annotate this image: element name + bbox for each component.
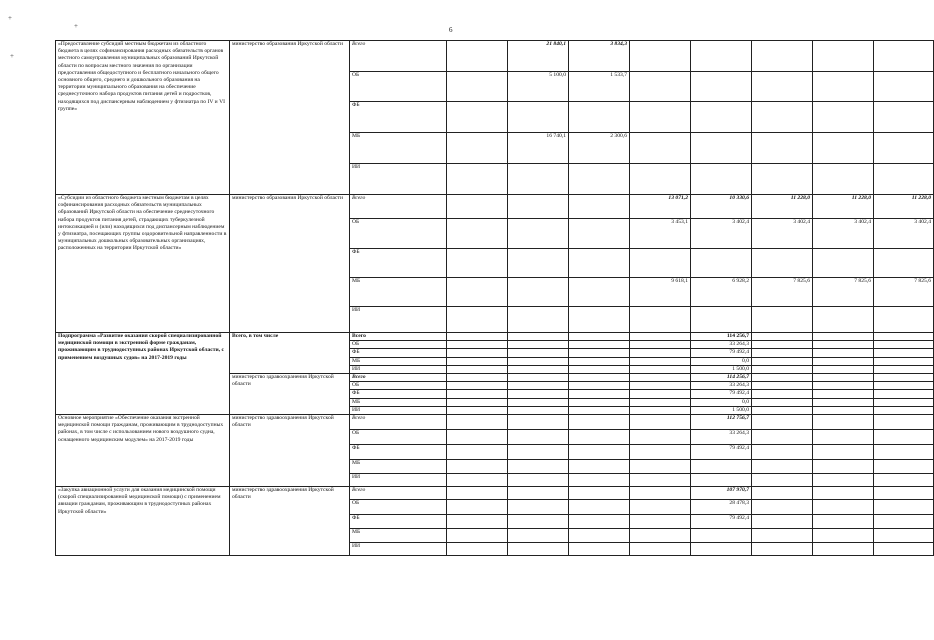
- value-cell: [874, 307, 934, 333]
- value-cell: 28 478,3: [691, 500, 752, 515]
- value-cell: [569, 349, 630, 357]
- value-cell: [874, 382, 934, 390]
- value-cell: [447, 390, 508, 398]
- value-cell: [508, 219, 569, 249]
- value-cell: [813, 357, 874, 365]
- value-cell: [447, 357, 508, 365]
- value-cell: [569, 415, 630, 430]
- executor-cell: министерство образования Иркутской области: [230, 195, 350, 333]
- value-cell: [508, 445, 569, 460]
- value-cell: [630, 164, 691, 195]
- value-cell: 9 618,1: [630, 278, 691, 307]
- value-cell: 10 330,6: [691, 195, 752, 219]
- executor-cell: министерство здравоохранения Иркутской области: [230, 374, 350, 415]
- value-cell: [630, 349, 691, 357]
- value-cell: 11 228,0: [813, 195, 874, 219]
- value-cell: [630, 357, 691, 365]
- value-cell: [874, 133, 934, 164]
- value-cell: [752, 390, 813, 398]
- value-cell: [752, 307, 813, 333]
- value-cell: 33 264,3: [691, 382, 752, 390]
- value-cell: [691, 72, 752, 102]
- value-cell: [874, 390, 934, 398]
- funding-type: МБ: [350, 398, 447, 406]
- value-cell: 114 256,7: [691, 333, 752, 341]
- funding-type: Всего: [350, 415, 447, 430]
- value-cell: 79 492,4: [691, 390, 752, 398]
- value-cell: [813, 365, 874, 373]
- value-cell: [447, 382, 508, 390]
- funding-type: ФБ: [350, 445, 447, 460]
- value-cell: 13 071,2: [630, 195, 691, 219]
- table-row: [56, 415, 934, 430]
- value-cell: [691, 102, 752, 133]
- table-row: [56, 41, 934, 72]
- value-cell: [630, 543, 691, 556]
- value-cell: [813, 406, 874, 414]
- funding-type: ОБ: [350, 72, 447, 102]
- funding-type: ИИ: [350, 474, 447, 487]
- value-cell: 7 825,6: [752, 278, 813, 307]
- value-cell: [630, 72, 691, 102]
- value-cell: [874, 515, 934, 529]
- activity-name: «Субсидии из областного бюджета местным бюджетам в целях софинансирования расходных обязательств муниципальных образований Иркутской области на обеспечение среднесуточного набора продуктов питания детей, страдающих туберкулезной интоксикацией и (или) находящихся под диспансерным наблюдением у фтизиатра, посещающих группы оздоровительной направленности в муниципальных дошкольных образовательных организациях, расположенных на территории Иркутской области»: [56, 195, 230, 333]
- value-cell: [874, 445, 934, 460]
- value-cell: [813, 529, 874, 543]
- value-cell: [874, 500, 934, 515]
- value-cell: [630, 406, 691, 414]
- value-cell: [813, 460, 874, 474]
- value-cell: [508, 515, 569, 529]
- value-cell: [508, 430, 569, 445]
- value-cell: [691, 474, 752, 487]
- value-cell: [569, 474, 630, 487]
- value-cell: [447, 278, 508, 307]
- value-cell: [874, 430, 934, 445]
- value-cell: [508, 500, 569, 515]
- value-cell: [630, 529, 691, 543]
- value-cell: 16 740,1: [508, 133, 569, 164]
- value-cell: [508, 102, 569, 133]
- value-cell: [630, 102, 691, 133]
- value-cell: [752, 133, 813, 164]
- value-cell: [752, 41, 813, 72]
- value-cell: [508, 398, 569, 406]
- margin-mark: +: [8, 14, 12, 22]
- value-cell: [630, 398, 691, 406]
- value-cell: [508, 374, 569, 382]
- value-cell: [874, 415, 934, 430]
- value-cell: [569, 430, 630, 445]
- value-cell: [874, 341, 934, 349]
- value-cell: [813, 500, 874, 515]
- value-cell: [569, 382, 630, 390]
- value-cell: [874, 529, 934, 543]
- value-cell: [752, 445, 813, 460]
- value-cell: [752, 102, 813, 133]
- value-cell: [630, 341, 691, 349]
- value-cell: 1 533,7: [569, 72, 630, 102]
- value-cell: [874, 164, 934, 195]
- value-cell: [569, 515, 630, 529]
- value-cell: [508, 307, 569, 333]
- value-cell: [752, 529, 813, 543]
- funding-type: ОБ: [350, 430, 447, 445]
- executor-cell: министерство здравоохранения Иркутской области: [230, 487, 350, 556]
- value-cell: [508, 195, 569, 219]
- value-cell: [813, 398, 874, 406]
- value-cell: [508, 365, 569, 373]
- value-cell: 11 228,0: [874, 195, 934, 219]
- funding-type: ИИ: [350, 164, 447, 195]
- value-cell: [447, 219, 508, 249]
- value-cell: [752, 406, 813, 414]
- funding-type: ИИ: [350, 406, 447, 414]
- value-cell: [569, 307, 630, 333]
- value-cell: [447, 543, 508, 556]
- value-cell: [813, 41, 874, 72]
- value-cell: [569, 365, 630, 373]
- value-cell: [508, 249, 569, 278]
- value-cell: [447, 445, 508, 460]
- value-cell: [447, 460, 508, 474]
- value-cell: [508, 333, 569, 341]
- value-cell: 2 300,6: [569, 133, 630, 164]
- value-cell: 33 264,3: [691, 341, 752, 349]
- subprogram-name: Подпрограмма «Развитие оказания скорой специализированной медицинской помощи в экстренной форме гражданам, проживающим в труднодоступных районах Иркутской области, с применением воздушных судов» на 2017-2019 годы: [56, 333, 230, 415]
- value-cell: [630, 487, 691, 500]
- value-cell: [447, 500, 508, 515]
- value-cell: 3 402,4: [813, 219, 874, 249]
- value-cell: [569, 487, 630, 500]
- value-cell: [691, 249, 752, 278]
- value-cell: [813, 474, 874, 487]
- value-cell: [569, 341, 630, 349]
- value-cell: [447, 333, 508, 341]
- value-cell: [508, 357, 569, 365]
- funding-type: МБ: [350, 133, 447, 164]
- value-cell: 79 492,4: [691, 349, 752, 357]
- value-cell: [447, 133, 508, 164]
- value-cell: 79 492,4: [691, 445, 752, 460]
- value-cell: [447, 406, 508, 414]
- page-number: 6: [449, 26, 453, 34]
- value-cell: [752, 374, 813, 382]
- value-cell: [691, 41, 752, 72]
- value-cell: 3 834,3: [569, 41, 630, 72]
- funding-type: ФБ: [350, 102, 447, 133]
- value-cell: [447, 41, 508, 72]
- value-cell: 114 256,7: [691, 374, 752, 382]
- value-cell: [569, 357, 630, 365]
- value-cell: [447, 341, 508, 349]
- value-cell: [752, 72, 813, 102]
- value-cell: [752, 249, 813, 278]
- value-cell: [630, 445, 691, 460]
- value-cell: [508, 415, 569, 430]
- value-cell: [874, 41, 934, 72]
- value-cell: [874, 349, 934, 357]
- value-cell: [508, 543, 569, 556]
- value-cell: [447, 72, 508, 102]
- value-cell: [447, 195, 508, 219]
- value-cell: [569, 543, 630, 556]
- activity-name: Основное мероприятие «Обеспечение оказания экстренной медицинской помощи гражданам, проживающим в труднодоступных районах, в том числе с использованием нового воздушного судна, оснащенного медицинским модулем» на 2017-2019 годы: [56, 415, 230, 487]
- funding-type: МБ: [350, 460, 447, 474]
- value-cell: [447, 307, 508, 333]
- value-cell: [752, 365, 813, 373]
- value-cell: [447, 529, 508, 543]
- value-cell: [630, 249, 691, 278]
- value-cell: 5 100,0: [508, 72, 569, 102]
- value-cell: [752, 415, 813, 430]
- executor-cell: министерство здравоохранения Иркутской области: [230, 415, 350, 487]
- value-cell: [752, 341, 813, 349]
- value-cell: [874, 487, 934, 500]
- funding-type: Всего: [350, 487, 447, 500]
- funding-type: ИИ: [350, 543, 447, 556]
- value-cell: [447, 515, 508, 529]
- value-cell: [569, 164, 630, 195]
- value-cell: [569, 333, 630, 341]
- funding-type: Всего: [350, 374, 447, 382]
- value-cell: [569, 219, 630, 249]
- value-cell: [874, 406, 934, 414]
- value-cell: [447, 487, 508, 500]
- table-row: [56, 487, 934, 500]
- value-cell: [508, 278, 569, 307]
- value-cell: 3 453,1: [630, 219, 691, 249]
- value-cell: [813, 307, 874, 333]
- value-cell: [874, 474, 934, 487]
- value-cell: [447, 398, 508, 406]
- value-cell: [874, 365, 934, 373]
- funding-type: Всего: [350, 195, 447, 219]
- value-cell: 7 825,6: [813, 278, 874, 307]
- funding-type: ОБ: [350, 382, 447, 390]
- funding-type: ОБ: [350, 500, 447, 515]
- value-cell: [447, 474, 508, 487]
- funding-type: МБ: [350, 357, 447, 365]
- value-cell: [447, 374, 508, 382]
- value-cell: 3 402,4: [874, 219, 934, 249]
- value-cell: [752, 460, 813, 474]
- value-cell: [752, 164, 813, 195]
- value-cell: [447, 430, 508, 445]
- value-cell: 79 492,4: [691, 515, 752, 529]
- value-cell: [752, 349, 813, 357]
- funding-type: ФБ: [350, 390, 447, 398]
- value-cell: [569, 249, 630, 278]
- margin-mark: +: [10, 52, 14, 60]
- value-cell: [508, 390, 569, 398]
- activity-name: «Закупка авиационной услуги для оказания медицинской помощи (скорой специализированной медицинской помощи) с применением авиации гражданам, проживающим в труднодоступных районах Иркутской области»: [56, 487, 230, 556]
- value-cell: [447, 102, 508, 133]
- value-cell: [813, 333, 874, 341]
- value-cell: [813, 430, 874, 445]
- value-cell: 11 228,0: [752, 195, 813, 219]
- value-cell: [752, 382, 813, 390]
- value-cell: [752, 333, 813, 341]
- value-cell: [813, 445, 874, 460]
- value-cell: [752, 515, 813, 529]
- value-cell: [752, 398, 813, 406]
- value-cell: [813, 382, 874, 390]
- value-cell: [813, 72, 874, 102]
- value-cell: [874, 249, 934, 278]
- value-cell: [569, 445, 630, 460]
- value-cell: [447, 349, 508, 357]
- value-cell: [813, 415, 874, 430]
- value-cell: [508, 487, 569, 500]
- value-cell: [691, 460, 752, 474]
- funding-type: МБ: [350, 278, 447, 307]
- value-cell: [569, 374, 630, 382]
- value-cell: [874, 398, 934, 406]
- value-cell: [447, 415, 508, 430]
- value-cell: [874, 543, 934, 556]
- value-cell: [874, 374, 934, 382]
- funding-type: ИИ: [350, 365, 447, 373]
- value-cell: [569, 460, 630, 474]
- value-cell: [813, 487, 874, 500]
- value-cell: [508, 341, 569, 349]
- value-cell: [752, 430, 813, 445]
- value-cell: [813, 390, 874, 398]
- value-cell: [691, 164, 752, 195]
- executor-cell: Всего, в том числе: [230, 333, 350, 374]
- value-cell: [630, 333, 691, 341]
- value-cell: [630, 382, 691, 390]
- table-row: [56, 333, 934, 341]
- value-cell: [630, 500, 691, 515]
- budget-table: [55, 40, 934, 556]
- value-cell: 1 500,0: [691, 365, 752, 373]
- value-cell: [630, 41, 691, 72]
- value-cell: [752, 357, 813, 365]
- value-cell: [813, 249, 874, 278]
- funding-type: ОБ: [350, 341, 447, 349]
- value-cell: [569, 398, 630, 406]
- value-cell: 112 756,7: [691, 415, 752, 430]
- value-cell: [752, 500, 813, 515]
- value-cell: [874, 460, 934, 474]
- value-cell: 0,0: [691, 357, 752, 365]
- value-cell: [630, 474, 691, 487]
- value-cell: [752, 543, 813, 556]
- executor-cell: министерство образования Иркутской области: [230, 41, 350, 195]
- value-cell: [630, 365, 691, 373]
- value-cell: [569, 529, 630, 543]
- value-cell: 3 402,4: [691, 219, 752, 249]
- value-cell: [569, 278, 630, 307]
- value-cell: [630, 133, 691, 164]
- value-cell: [874, 102, 934, 133]
- value-cell: [569, 500, 630, 515]
- value-cell: [813, 164, 874, 195]
- value-cell: [447, 164, 508, 195]
- value-cell: 6 928,2: [691, 278, 752, 307]
- value-cell: [752, 474, 813, 487]
- value-cell: [569, 406, 630, 414]
- value-cell: 107 970,7: [691, 487, 752, 500]
- value-cell: 7 825,6: [874, 278, 934, 307]
- value-cell: [813, 102, 874, 133]
- value-cell: [691, 543, 752, 556]
- value-cell: [691, 133, 752, 164]
- value-cell: [630, 374, 691, 382]
- value-cell: [508, 164, 569, 195]
- value-cell: [813, 543, 874, 556]
- value-cell: [630, 430, 691, 445]
- funding-type: ФБ: [350, 249, 447, 278]
- value-cell: [691, 529, 752, 543]
- value-cell: [813, 349, 874, 357]
- value-cell: [630, 515, 691, 529]
- value-cell: 33 264,3: [691, 430, 752, 445]
- value-cell: [813, 341, 874, 349]
- value-cell: [508, 474, 569, 487]
- value-cell: [508, 349, 569, 357]
- value-cell: [813, 515, 874, 529]
- value-cell: 0,0: [691, 398, 752, 406]
- value-cell: [630, 390, 691, 398]
- value-cell: [813, 374, 874, 382]
- funding-type: Всего: [350, 333, 447, 341]
- value-cell: [508, 382, 569, 390]
- value-cell: [569, 195, 630, 219]
- value-cell: [508, 529, 569, 543]
- activity-name: «Предоставление субсидий местным бюджетам из областного бюджета в целях софинансирования расходных обязательств органов местного самоуправления муниципальных образований Иркутской области по вопросам местного значения по организации предоставления общедоступного и бесплатного начального общего основного общего, среднего и дошкольного образования на территории муниципального образования на обеспечение среднесуточного набора продуктов питания детей и подростков, находящихся под диспансерным наблюдением у фтизиатра по IV и VI группе»: [56, 41, 230, 195]
- value-cell: [630, 460, 691, 474]
- value-cell: [569, 390, 630, 398]
- value-cell: [630, 415, 691, 430]
- funding-type: Всего: [350, 41, 447, 72]
- funding-type: МБ: [350, 529, 447, 543]
- value-cell: [874, 72, 934, 102]
- value-cell: 1 500,0: [691, 406, 752, 414]
- funding-type: ИИ: [350, 307, 447, 333]
- margin-mark: +: [74, 22, 78, 30]
- value-cell: 21 840,1: [508, 41, 569, 72]
- value-cell: [874, 357, 934, 365]
- funding-type: ФБ: [350, 515, 447, 529]
- value-cell: [508, 406, 569, 414]
- value-cell: [447, 365, 508, 373]
- value-cell: [691, 307, 752, 333]
- table-row: [56, 195, 934, 219]
- value-cell: [508, 460, 569, 474]
- value-cell: [874, 333, 934, 341]
- funding-type: ФБ: [350, 349, 447, 357]
- value-cell: [447, 249, 508, 278]
- value-cell: 3 402,4: [752, 219, 813, 249]
- funding-type: ОБ: [350, 219, 447, 249]
- value-cell: [569, 102, 630, 133]
- value-cell: [630, 307, 691, 333]
- value-cell: [752, 487, 813, 500]
- value-cell: [813, 133, 874, 164]
